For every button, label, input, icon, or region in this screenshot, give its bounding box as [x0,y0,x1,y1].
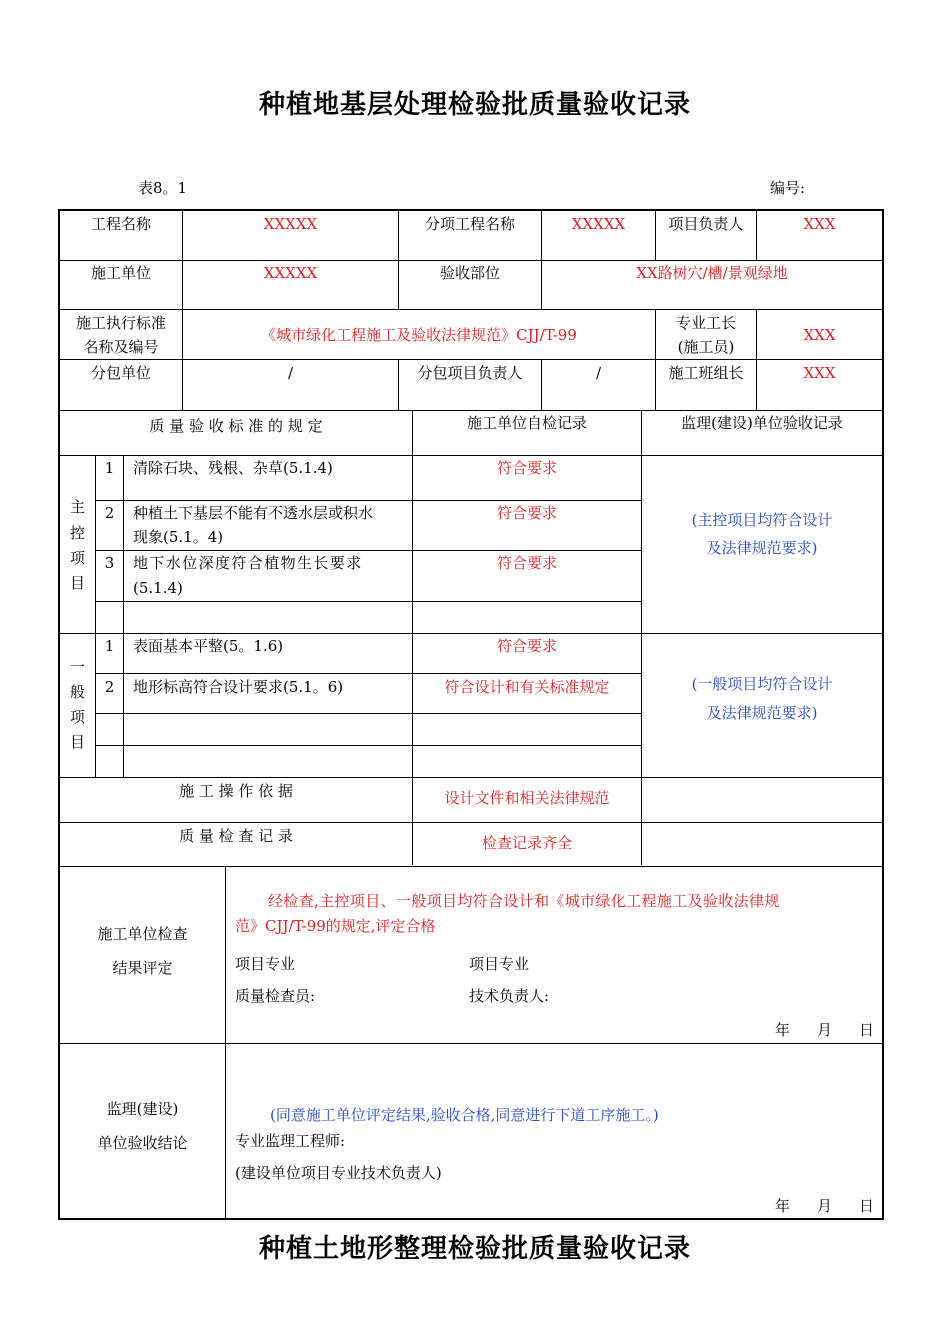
row-self-check: 符合设计和有关标准规定 [444,678,610,696]
next-record-title: 种植土地形整理检验批质量验收记录 [258,1234,691,1264]
standard-column-header: 质 量 验 收 标 准 的 规 定 [149,417,323,435]
row-number: 1 [104,459,115,477]
project-leader-label: 项目负责人 [668,215,744,233]
row-self-check: 符合要求 [496,459,557,477]
tech-leader-label-line2: 技术负责人: [469,987,550,1005]
supervision-result-label-line2: 单位验收结论 [97,1134,188,1152]
main-supervision-record-line1: (主控项目均符合设计 [691,511,833,529]
general-items-label-char: 一 [69,658,85,676]
standard-value: 《城市绿化工程施工及验收法律规范》CJJ/T-99 [261,326,577,344]
general-items-label-char: 般 [69,683,85,701]
inspection-record-value: 检查记录齐全 [481,834,572,852]
sub-leader-value: / [595,364,602,382]
foreman-label-line2: (施工员) [677,338,735,356]
foreman-value: XXX [803,326,836,344]
team-leader-value: XXX [803,364,836,382]
supervision-conclusion: (同意施工单位评定结果,验收合格,同意进行下道工序施工。) [270,1106,659,1124]
contractor-label: 施工单位 [90,264,151,282]
row-number: 1 [104,637,115,655]
subcontractor-value: / [287,364,294,382]
supervising-engineer-label: 专业监理工程师: [235,1132,346,1150]
main-items-label-char: 目 [69,574,85,592]
row-requirement: 表面基本平整(5。1.6) [133,637,284,655]
inspection-record-label: 质 量 检 查 记 录 [179,827,293,845]
supervision-date-day: 日 [859,1197,875,1215]
row-self-check: 符合要求 [496,637,557,655]
standard-label-line2: 名称及编号 [83,338,159,356]
quality-inspector-label-line2: 质量检查员: [235,987,316,1005]
general-items-label-char: 目 [69,733,85,751]
team-leader-label: 施工班组长 [668,364,744,382]
subitem-name-label: 分项工程名称 [424,215,515,233]
self-check-column-header: 施工单位自检记录 [466,414,587,432]
tech-leader-label-line1: 项目专业 [469,955,530,973]
project-name-label: 工程名称 [90,215,151,233]
owner-representative-label: (建设单位项目专业技术负责人) [235,1164,442,1182]
contractor-date-month: 月 [817,1021,833,1039]
page-title: 种植地基层处理检验批质量验收记录 [258,90,691,120]
contractor-date-year: 年 [775,1021,791,1039]
project-name-value: XXXXX [263,215,318,233]
row-number: 2 [104,504,115,522]
row-self-check: 符合要求 [496,554,557,572]
main-supervision-record-line2: 及法律规范要求) [706,539,818,557]
main-items-label-char: 项 [69,549,85,567]
serial-number-label: 编号: [770,179,806,197]
general-items-label-char: 项 [69,708,85,726]
row-requirement: 清除石块、残根、杂草(5.1.4) [133,459,333,477]
contractor-result-label-line2: 结果评定 [112,959,173,977]
contractor-conclusion-line1: 经检查,主控项目、一般项目均符合设计和《城市绿化工程施工及验收法律规 [268,892,780,910]
acceptance-part-value: XX路树穴/槽/景观绿地 [636,264,788,282]
row-requirement-cont: 现象(5.1。4) [133,528,224,546]
table-number: 表8。1 [138,179,188,197]
row-requirement: 种植土下基层不能有不透水层或积水 [133,504,374,522]
supervision-column-header: 监理(建设)单位验收记录 [681,414,843,432]
general-supervision-record-line2: 及法律规范要求) [706,704,818,722]
general-supervision-record-line1: (一般项目均符合设计 [691,675,833,693]
standard-label-line1: 施工执行标准 [75,314,166,332]
supervision-result-label-line1: 监理(建设) [106,1100,179,1118]
project-leader-value: XXX [803,215,836,233]
row-requirement-cont: (5.1.4) [133,579,183,597]
foreman-label-line1: 专业工长 [675,314,736,332]
row-self-check: 符合要求 [496,504,557,522]
row-requirement: 地下水位深度符合植物生长要求 [133,554,363,572]
quality-inspector-label-line1: 项目专业 [235,955,296,973]
contractor-conclusion-line2: 范》CJJ/T-99的规定,评定合格 [235,917,436,935]
main-items-label-char: 控 [69,524,85,542]
contractor-value: XXXXX [263,264,318,282]
supervision-date-year: 年 [775,1197,791,1215]
contractor-result-label-line1: 施工单位检查 [97,925,188,943]
acceptance-part-label: 验收部位 [439,264,500,282]
subitem-name-value: XXXXX [571,215,626,233]
row-number: 2 [104,678,115,696]
sub-leader-label: 分包项目负责人 [417,364,523,382]
supervision-date-month: 月 [817,1197,833,1215]
contractor-date-day: 日 [859,1021,875,1039]
row-number: 3 [104,554,115,572]
operation-basis-label: 施 工 操 作 依 据 [179,782,293,800]
main-items-label-char: 主 [69,498,85,516]
subcontractor-label: 分包单位 [90,364,151,382]
row-requirement: 地形标高符合设计要求(5.1。6) [133,678,344,696]
operation-basis-value: 设计文件和相关法律规范 [444,789,610,807]
